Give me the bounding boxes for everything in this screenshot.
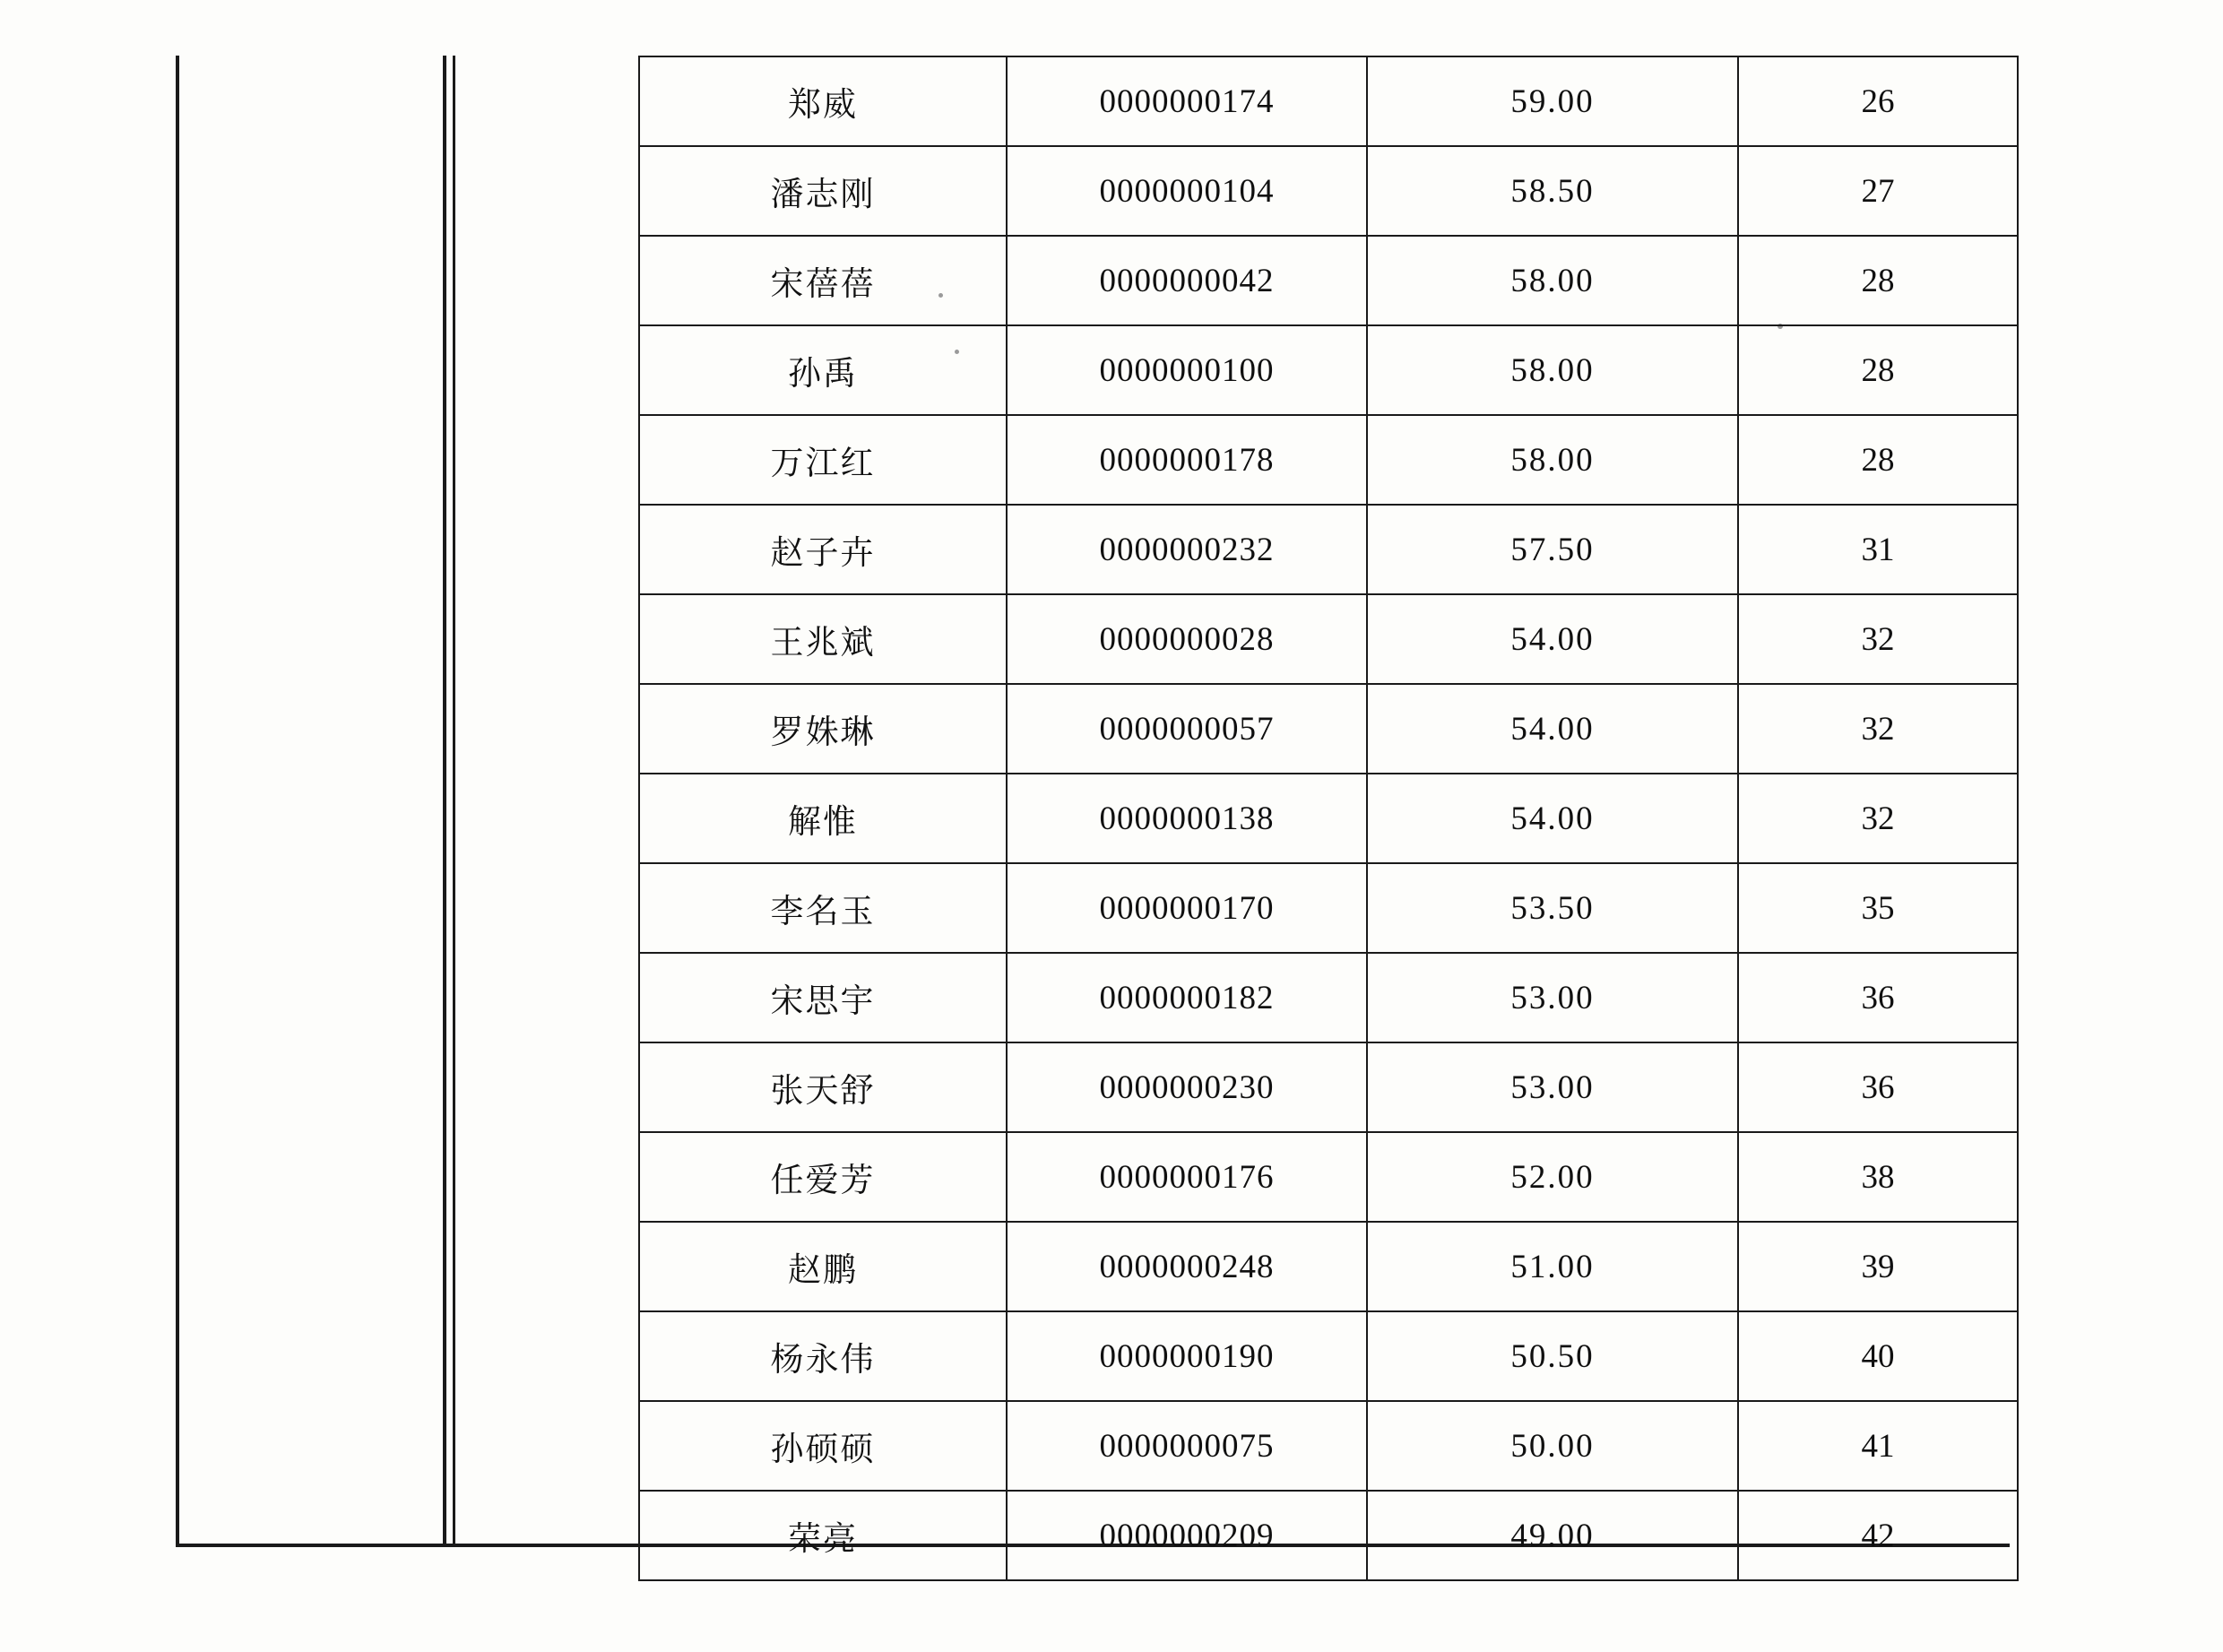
cell-score: 51.00 xyxy=(1367,1222,1738,1311)
cell-name: 罗姝琳 xyxy=(639,684,1007,774)
table-row xyxy=(639,863,2018,953)
cell-name: 张天舒 xyxy=(639,1042,1007,1132)
table-row xyxy=(639,56,2018,146)
table-row xyxy=(639,146,2018,236)
cell-id: 0000000178 xyxy=(1007,415,1367,505)
table-row xyxy=(639,1491,2018,1580)
cell-name: 万江红 xyxy=(639,415,1007,505)
cell-score: 59.00 xyxy=(1367,56,1738,146)
cell-id: 0000000170 xyxy=(1007,863,1367,953)
cell-score: 53.00 xyxy=(1367,1042,1738,1132)
cell-rank: 26 xyxy=(1738,56,2018,146)
cell-id: 0000000057 xyxy=(1007,684,1367,774)
score-table-body xyxy=(639,56,2018,1580)
cell-id: 0000000174 xyxy=(1007,56,1367,146)
cell-score: 58.50 xyxy=(1367,146,1738,236)
cell-name: 赵子卉 xyxy=(639,505,1007,594)
table-row xyxy=(639,1311,2018,1401)
cell-score: 54.00 xyxy=(1367,774,1738,863)
cell-rank: 40 xyxy=(1738,1311,2018,1401)
table-row xyxy=(639,1042,2018,1132)
table-row xyxy=(639,774,2018,863)
cell-rank: 42 xyxy=(1738,1491,2018,1580)
cell-name: 孙硕硕 xyxy=(639,1401,1007,1491)
cell-id: 0000000248 xyxy=(1007,1222,1367,1311)
cell-score: 49.00 xyxy=(1367,1491,1738,1580)
cell-score: 58.00 xyxy=(1367,236,1738,325)
cell-name: 宋思宇 xyxy=(639,953,1007,1042)
cell-name: 荣亮 xyxy=(639,1491,1007,1580)
cell-id: 0000000230 xyxy=(1007,1042,1367,1132)
cell-rank: 39 xyxy=(1738,1222,2018,1311)
cell-score: 58.00 xyxy=(1367,325,1738,415)
cell-rank: 36 xyxy=(1738,1042,2018,1132)
table-row xyxy=(639,1401,2018,1491)
table-row xyxy=(639,1132,2018,1222)
cell-score: 50.00 xyxy=(1367,1401,1738,1491)
cell-rank: 27 xyxy=(1738,146,2018,236)
cell-score: 53.50 xyxy=(1367,863,1738,953)
cell-name: 李名玉 xyxy=(639,863,1007,953)
cell-score: 50.50 xyxy=(1367,1311,1738,1401)
cell-rank: 36 xyxy=(1738,953,2018,1042)
table-row xyxy=(639,325,2018,415)
cell-id: 0000000182 xyxy=(1007,953,1367,1042)
cell-score: 52.00 xyxy=(1367,1132,1738,1222)
table-row xyxy=(639,415,2018,505)
cell-name: 郑威 xyxy=(639,56,1007,146)
cell-name: 解惟 xyxy=(639,774,1007,863)
cell-id: 0000000176 xyxy=(1007,1132,1367,1222)
cell-name: 任爱芳 xyxy=(639,1132,1007,1222)
cell-rank: 41 xyxy=(1738,1401,2018,1491)
cell-score: 54.00 xyxy=(1367,594,1738,684)
cell-name: 杨永伟 xyxy=(639,1311,1007,1401)
cell-rank: 32 xyxy=(1738,684,2018,774)
table-row xyxy=(639,236,2018,325)
cell-score: 53.00 xyxy=(1367,953,1738,1042)
cell-rank: 31 xyxy=(1738,505,2018,594)
cell-rank: 32 xyxy=(1738,774,2018,863)
cell-id: 0000000190 xyxy=(1007,1311,1367,1401)
cell-id: 0000000209 xyxy=(1007,1491,1367,1580)
cell-name: 宋蓓蓓 xyxy=(639,236,1007,325)
cell-name: 王兆斌 xyxy=(639,594,1007,684)
cell-id: 0000000104 xyxy=(1007,146,1367,236)
left-column-rule-inner xyxy=(443,56,446,1545)
table-row xyxy=(639,1222,2018,1311)
cell-id: 0000000100 xyxy=(1007,325,1367,415)
cell-id: 0000000042 xyxy=(1007,236,1367,325)
cell-rank: 32 xyxy=(1738,594,2018,684)
cell-rank: 28 xyxy=(1738,325,2018,415)
cell-id: 0000000138 xyxy=(1007,774,1367,863)
cell-id: 0000000232 xyxy=(1007,505,1367,594)
cell-rank: 28 xyxy=(1738,415,2018,505)
score-table-container xyxy=(638,56,2010,1581)
cell-score: 57.50 xyxy=(1367,505,1738,594)
cell-score: 54.00 xyxy=(1367,684,1738,774)
left-column-rule-inner-secondary xyxy=(453,56,455,1545)
table-row xyxy=(639,684,2018,774)
cell-rank: 28 xyxy=(1738,236,2018,325)
table-row xyxy=(639,594,2018,684)
left-column-rule-outer xyxy=(176,56,179,1545)
cell-score: 58.00 xyxy=(1367,415,1738,505)
cell-id: 0000000075 xyxy=(1007,1401,1367,1491)
cell-id: 0000000028 xyxy=(1007,594,1367,684)
cell-name: 赵鹏 xyxy=(639,1222,1007,1311)
cell-name: 潘志刚 xyxy=(639,146,1007,236)
table-row xyxy=(639,505,2018,594)
score-table xyxy=(638,56,2019,1581)
cell-rank: 38 xyxy=(1738,1132,2018,1222)
cell-name: 孙禹 xyxy=(639,325,1007,415)
cell-rank: 35 xyxy=(1738,863,2018,953)
table-row xyxy=(639,953,2018,1042)
